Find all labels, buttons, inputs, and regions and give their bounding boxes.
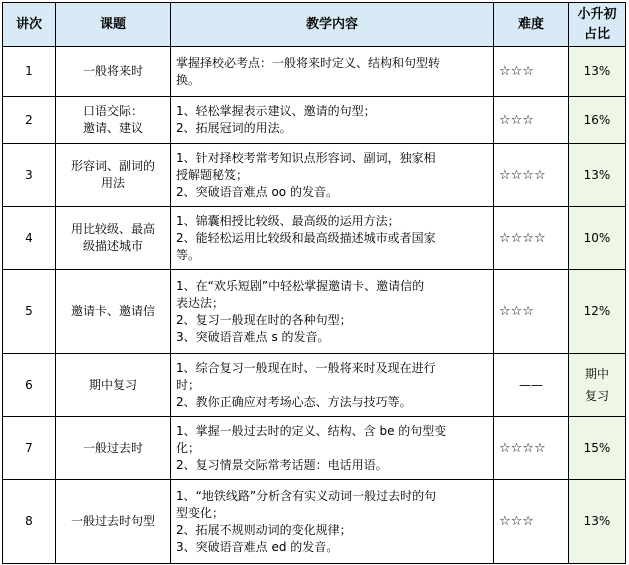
content-line: 化； [176,440,201,455]
content-cell [171,417,494,480]
content-line: 1、针对择校考常考知识点形容词、副词，独家相 [176,150,436,165]
topic-cell [56,417,171,480]
table-row [3,270,626,354]
content-line: 表达法； [176,295,225,310]
topic-line: 形容词、副词的 [70,159,155,173]
header-ratio: 小升初占比 [569,3,626,47]
topic-cell [56,354,171,417]
difficulty-cell: ☆☆☆ [494,47,569,97]
content-line: 2、教你正确应对考场心态、方法与技巧等。 [176,394,412,409]
content-cell [171,97,494,144]
content-line: 2、能轻松运用比较级和最高级描述城市或者国家 [176,230,436,245]
ratio-line: 13% [583,167,611,182]
table-row [3,480,626,564]
content-line: 1、锦囊相授比较级、最高级的运用方法； [176,213,400,228]
lesson-cell: 2 [3,97,56,144]
topic-cell [56,207,171,270]
content-line: 1、掌握一般过去时的定义、结构、含 be 的句型变 [176,423,447,438]
difficulty-cell: ☆☆☆☆ [494,144,569,207]
content-cell [171,144,494,207]
content-line: 型变化； [176,505,225,520]
content-line: 时； [176,377,201,392]
curriculum-table [2,2,626,564]
table-row [3,354,626,417]
lesson-cell: 3 [3,144,56,207]
ratio-line: 13% [583,64,611,78]
topic-line: 用比较级、最高 [70,222,155,236]
content-line: 掌握择校必考点：一般将来时定义、结构和句型转 [176,55,441,70]
difficulty-cell: ☆☆☆ [494,480,569,564]
table-row [3,97,626,144]
content-line: 1、在“欢乐短剧”中轻松掌握邀请卡、邀请信的 [176,278,425,293]
topic-line: 邀请卡、邀请信 [70,304,155,318]
table-row [3,47,626,97]
ratio-cell [569,417,626,480]
lesson-cell: 1 [3,47,56,97]
topic-line: 一般过去时句型 [70,514,155,528]
topic-line: 邀请、建议 [82,121,143,135]
header-row [3,3,626,47]
ratio-line: 复习 [584,389,609,403]
lesson-cell: 7 [3,417,56,480]
content-line: 1、“地铁线路”分析含有实义动词一般过去时的句 [176,488,437,503]
ratio-line: 16% [583,112,611,127]
ratio-line: 期中 [584,367,609,381]
ratio-cell [569,97,626,144]
ratio-line: 10% [583,230,611,245]
header-topic: 课题 [56,3,171,47]
difficulty-cell: ☆☆☆ [494,97,569,144]
content-line: 3、突破语音难点 ed 的发音。 [176,539,339,554]
header-lesson: 讲次 [3,3,56,47]
topic-cell [56,97,171,144]
lesson-cell: 4 [3,207,56,270]
difficulty-cell: ☆☆☆☆ [494,417,569,480]
topic-cell [56,144,171,207]
content-cell [171,47,494,97]
content-line: 2、拓展冠词的用法。 [176,121,292,135]
content-cell [171,207,494,270]
content-line: 2、突破语音难点 oo 的发音。 [176,184,338,199]
ratio-cell [569,47,626,97]
content-cell [171,354,494,417]
ratio-cell [569,144,626,207]
ratio-line: 13% [583,514,611,528]
topic-line: 口语交际： [82,104,143,118]
content-line: 1、综合复习一般现在时、一般将来时及现在进行 [176,360,436,375]
topic-cell [56,480,171,564]
lesson-cell: 5 [3,270,56,354]
header-content: 教学内容 [171,3,494,47]
table-row [3,144,626,207]
content-line: 2、复习情景交际常考话题：电话用语。 [176,457,388,472]
content-line: 2、复习一般现在时的各种句型； [176,312,352,327]
topic-line: 一般过去时 [82,440,143,455]
topic-line: 期中复习 [88,377,137,392]
table-row [3,207,626,270]
difficulty-cell: —— [494,354,569,417]
ratio-cell [569,480,626,564]
topic-line: 级描述城市 [82,239,143,253]
content-line: 2、拓展不规则动词的变化规律； [176,522,352,537]
ratio-cell [569,270,626,354]
ratio-cell [569,354,626,417]
lesson-cell: 8 [3,480,56,564]
content-cell [171,270,494,354]
ratio-line: 12% [583,304,611,318]
difficulty-cell: ☆☆☆☆ [494,207,569,270]
content-line: 1、轻松掌握表示建议、邀请的句型； [176,104,376,118]
ratio-cell [569,207,626,270]
ratio-line: 15% [583,440,611,455]
content-line: 换。 [176,72,201,87]
lesson-cell: 6 [3,354,56,417]
content-line: 等。 [176,247,201,262]
header-difficulty: 难度 [494,3,569,47]
content-line: 授解题秘笈； [176,167,249,182]
topic-line: 用法 [100,176,125,190]
difficulty-cell: ☆☆☆ [494,270,569,354]
content-line: 3、突破语音难点 s 的发音。 [176,329,330,344]
topic-cell [56,47,171,97]
content-cell [171,480,494,564]
table-row [3,417,626,480]
topic-cell [56,270,171,354]
topic-line: 一般将来时 [82,64,143,78]
